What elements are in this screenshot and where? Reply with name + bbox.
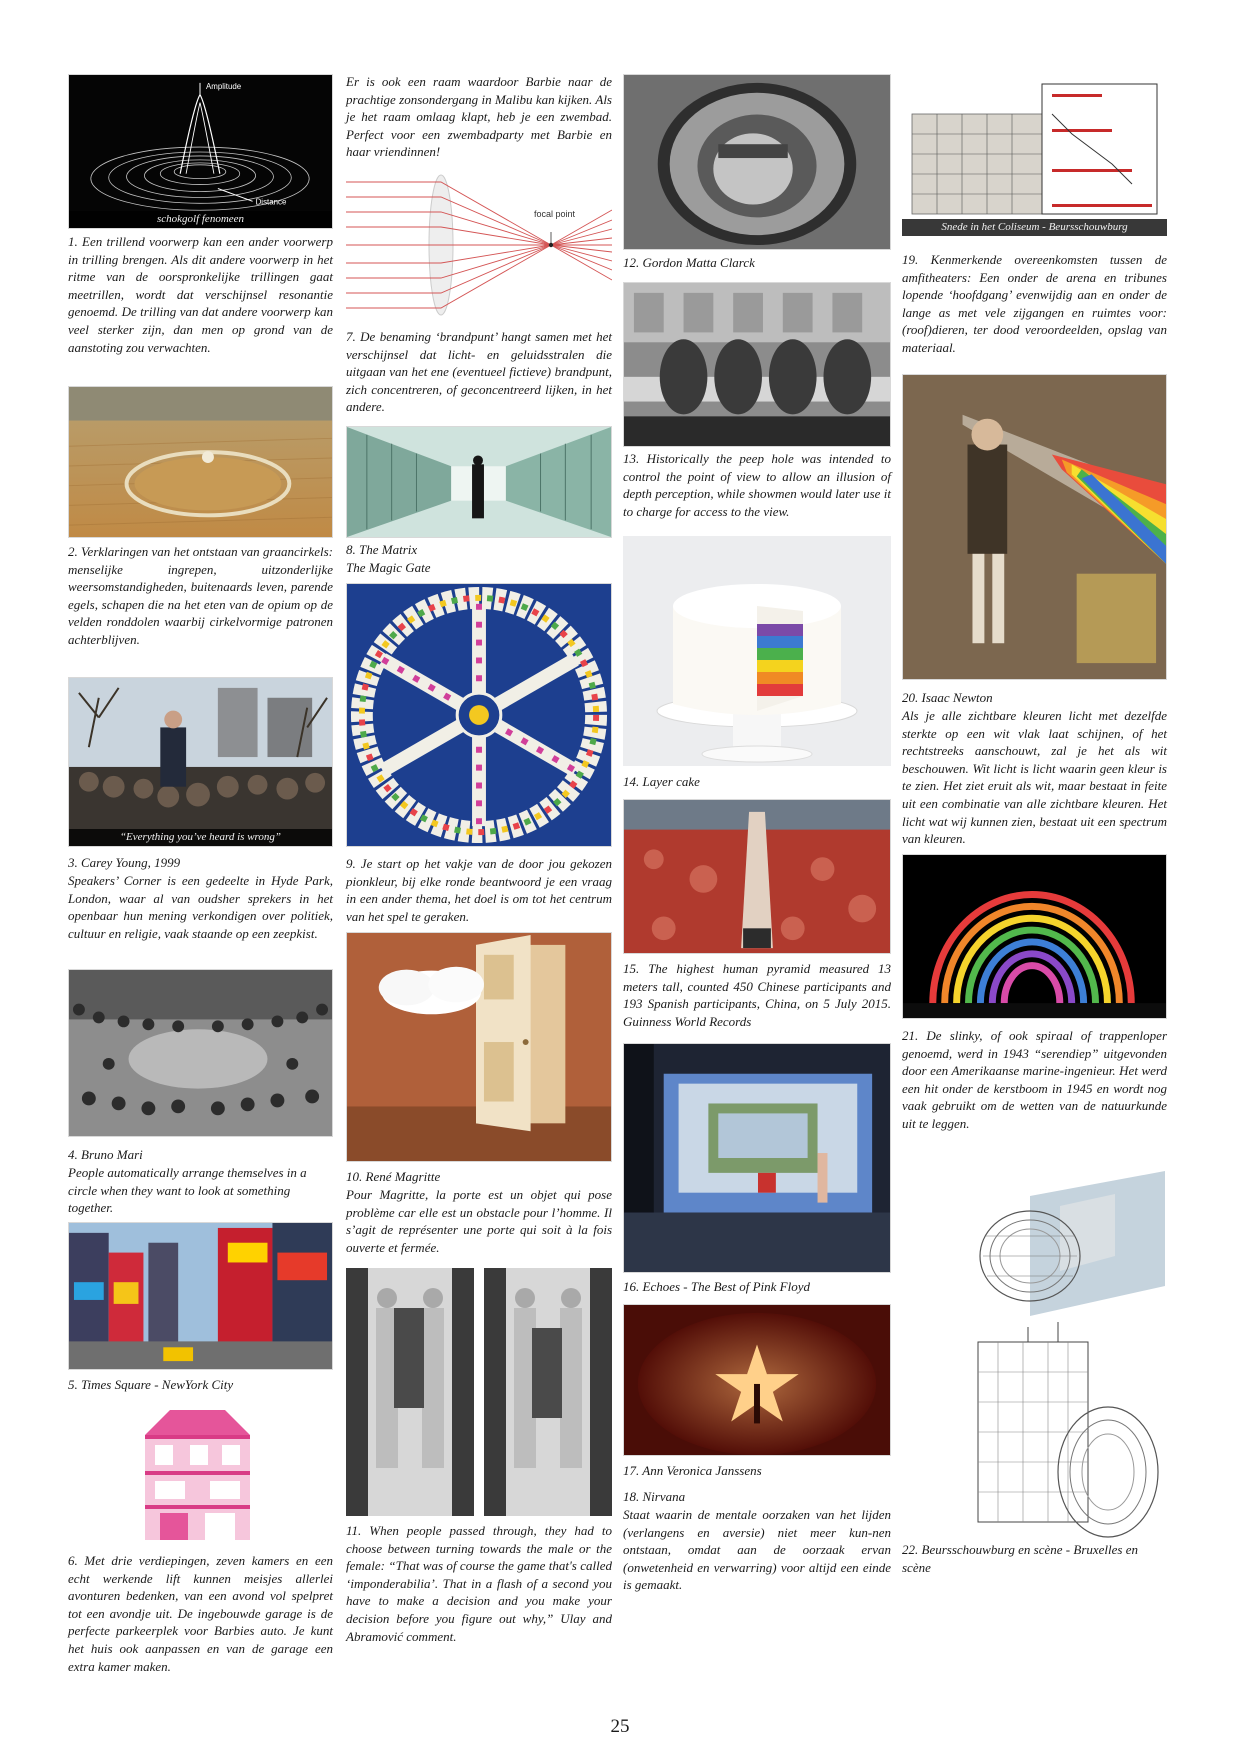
text-block-4-title: 4. Bruno Mari (68, 1147, 143, 1162)
text-block-18: Staat waarin de mentale oorzaken van het lijden (verlangens en aversie) niet meer kun-nen ontstaan, omdat aan de oorzaak ervan (onwetenheid en verwarring) voor altijd een einde is gemaakt. (623, 1507, 891, 1593)
image-caption-bar: Snede in het Coliseum - Beursschouwburg (902, 219, 1167, 236)
beursschouwburg-section-drawing-image (968, 1322, 1166, 1547)
focal-point-diagram (346, 172, 612, 318)
beursschouwburg-3d-view-image (975, 1166, 1165, 1316)
speakers-corner-image (68, 677, 333, 847)
text-block-20-title: 20. Isaac Newton (902, 690, 993, 705)
page-number: 25 (610, 1716, 630, 1737)
image-caption-bar: “Everything you’ve heard is wrong” (69, 829, 332, 846)
peep-hole-image (623, 282, 891, 447)
text-block-5: 5. Times Square - NewYork City (68, 1377, 234, 1392)
text-block-9: 9. Je start op het vakje van de door jou gekozen pionkleur, bij elke ronde beantwoord je een vraag in een ander thema, het doel is om tot het centrum van het spel te geraken. (346, 856, 612, 924)
ann-veronica-janssens-image (623, 1304, 891, 1456)
text-block-2: 2. Verklaringen van het ontstaan van graancirkels: menselijke ingrepen, uitzonderlijke weersomstandigheden, buitenaards leven, parende egels, schapen die na het eten van de opium op de velden ronddolen waarbij cirkelvormige patronen achterblijven. (68, 544, 333, 647)
amplitude-label: Amplitude (205, 81, 242, 91)
text-block-16: 16. Echoes - The Best of Pink Floyd (623, 1279, 811, 1294)
matrix-corridor-image (346, 426, 612, 538)
slinky-image (902, 854, 1167, 1019)
text-block-8-line2: The Magic Gate (346, 560, 431, 575)
text-block-3: Speakers’ Corner is een gedeelte in Hyde Park, London, waar al van oudsher sprekers in het openbaar hun mening verkondigen over politiek, cultuur en religie, vaak staande op een zeepkist. (68, 873, 333, 941)
magic-gate-board-image (346, 583, 612, 847)
text-block-17: 17. Ann Veronica Janssens (623, 1463, 762, 1478)
crop-circle-image (68, 386, 333, 538)
pink-floyd-echoes-image (623, 1043, 891, 1273)
text-block-20: Als je alle zichtbare kleuren licht met dezelfde sterkte op een wit vlak laat schijnen, of het rechtstreeks aanschouwt, zal je het als wit beschouwen. Wit licht is licht waarin geen kleur is te zien. Het ziet eruit als wit, maar bestaat in feite uit een combinatie van alle zichtbare kleuren. Het licht wat wij kunnen zien, bestaat uit een spectrum van kleuren. (902, 708, 1167, 847)
text-block-1: 1. Een trillend voorwerp kan een ander voorwerp in trilling brengen. Als dit andere voorwerp in het ritme van de oorspronkelijke trillingen gaat meetrillen, wordt dat verschijnsel resonantie genoemd. De trilling van dat andere voorwerp kan veel sterker zijn, dan men op grond van de aanstoting zou verwachten. (68, 234, 333, 355)
text-block-10-title: 10. René Magritte (346, 1169, 441, 1184)
text-block-8-line1: 8. The Matrix (346, 542, 418, 557)
isaac-newton-image (902, 374, 1167, 680)
wave-amplitude-image (68, 74, 333, 229)
text-block-7: 7. De benaming ‘brandpunt’ hangt samen met het verschijnsel dat licht- en geluidsstralen die uitgaan van het ene (eventueel fictieve) brandpunt, zich concentreren, of geconcentreerd lijken, in het andere. (346, 329, 612, 415)
text-block-12: 12. Gordon Matta Clarck (623, 255, 755, 270)
image-caption-bar: schokgolf fenomeen (69, 211, 332, 228)
text-block-4: People automatically arrange themselves in a circle when they want to look at something together. (68, 1165, 307, 1216)
imponderabilia-image (346, 1268, 612, 1516)
text-block-14: 14. Layer cake (623, 774, 700, 789)
text-block-22: 22. Beursschouwburg en scène - Bruxelles en scène (902, 1542, 1138, 1575)
matta-clark-image (623, 74, 891, 250)
distance-label: Distance (255, 197, 287, 207)
text-block-6-continued: Er is ook een raam waardoor Barbie naar de prachtige zonsondergang in Malibu kan kijken. Als je het raam omlaag klapt, heb je een zwembad. Perfect voor een zwembadparty met Barbie en haar vriendinnen! (346, 74, 612, 160)
text-block-3-title: 3. Carey Young, 1999 (68, 855, 181, 870)
text-block-15: 15. The highest human pyramid measured 13 meters tall, counted 450 Chinese participants and 193 Spanish participants, China, on 5 July 2015. Guinness World Records (623, 961, 891, 1029)
crowd-circle-image (68, 969, 333, 1137)
text-block-11: 11. When people passed through, they had to choose between turning towards the male or the female: “That was of course the game that's called ‘imponderabilia’. That in a flash of a second you have to make a decision and you make your decision before you figure out why,” Ulay and Abramović comment. (346, 1523, 612, 1644)
layer-cake-image (623, 536, 891, 766)
text-block-21: 21. De slinky, of ook spiraal of trappenloper genoemd, werd in 1943 “serendiep” uitgevonden door een Amerikaanse marine-ingenieur. Het werd een hit onder de kerstboom in 1945 en wordt nog vaak gebruikt om de wetten van de natuurkunde uit te leggen. (902, 1028, 1167, 1131)
human-pyramid-image (623, 799, 891, 954)
coliseum-section-image (902, 74, 1167, 236)
barbie-house-image (130, 1405, 265, 1545)
text-block-10: Pour Magritte, la porte est un objet qui pose problème car elle est un obstacle pour l’homme. Il s’agit de représenter une porte qui soit à la fois ouverte et fermée. (346, 1187, 612, 1255)
focal-point-label: focal point (534, 209, 576, 219)
text-block-13: 13. Historically the peep hole was intended to control the point of view to allow an illusion of depth perception, while showmen would later use it to charge for access to the view. (623, 451, 891, 519)
magritte-door-image (346, 932, 612, 1162)
times-square-image (68, 1222, 333, 1370)
text-block-19: 19. Kenmerkende overeenkomsten tussen de amfitheaters: Een onder de arena en tribunes lopende ‘hoofdgang’ evenwijdig aan en onder de lange as met vele zijgangen en ruimtes voor: (roof)dieren, ter dood veroordeelden, opslag van materiaal. (902, 252, 1167, 355)
text-block-18-title: 18. Nirvana (623, 1489, 686, 1504)
text-block-6: 6. Met drie verdiepingen, zeven kamers en een echt werkende lift kunnen meisjes allerlei avonturen bedenken, van een avond vol spelpret tot een avondje uit. De ingebouwde garage is de perfecte parkeerplek voor Barbies auto. Je kunt het huis ook aanpassen en van de garage een extra kamer maken. (68, 1553, 333, 1674)
